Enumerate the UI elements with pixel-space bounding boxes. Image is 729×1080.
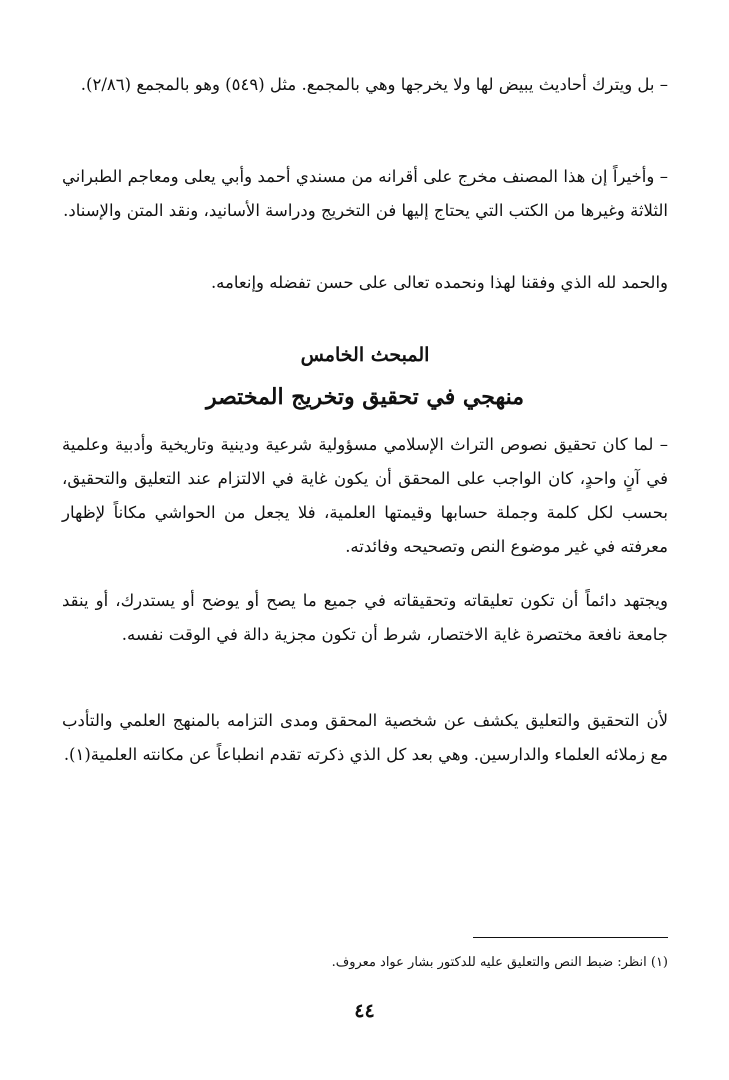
section-subtitle: المبحث الخامس [300,344,430,366]
page-number: ٤٤ [354,1000,375,1022]
section-paragraph-1: – لما كان تحقيق نصوص التراث الإسلامي مسؤولية شرعية ودينية وتاريخية وأدبية وعلمية في آنٍ واحدٍ، كان الواجب على المحقق أن يكون غاية في الالتزام عند التعليق والتحقيق، بحسب لكل كلمة وجملة حسابها وقيمتها العلمية، فلا يجعل من الحواشي مكاناً لإظهار معرفته في غير موضوع النص وتصحيحه وفائدته. [62,435,668,556]
paragraph-3: والحمد لله الذي وفقنا لهذا ونحمده تعالى على حسن تفضله وإنعامه. [210,273,668,292]
footnote: (١) انظر: ضبط النص والتعليق عليه للدكتور بشار عواد معروف. [331,955,668,970]
paragraph-1: – بل ويترك أحاديث يبيض لها ولا يخرجها وهي بالمجمع. مثل (٥٤٩) وهو بالمجمع (٢/٨٦). [80,75,668,94]
section-title: منهجي في تحقيق وتخريج المختصر [205,384,525,410]
section-paragraph-3: لأن التحقيق والتعليق يكشف عن شخصية المحقق ومدى التزامه بالمنهج العلمي والتأدب مع زملائه العلماء والدارسين. وهي بعد كل الذي ذكرته تقدم انطباعاً عن مكانته العلمية(١). [62,711,668,764]
section-paragraph-2: ويجتهد دائماً أن تكون تعليقاته وتحقيقاته في جميع ما يصح أو يوضح أو يستدرك، أو ينقد جامعة نافعة مختصرة غاية الاختصار، شرط أن تكون مجزية دالة في الوقت نفسه. [62,591,668,644]
paragraph-2: – وأخيراً إن هذا المصنف مخرج على أقرانه من مسندي أحمد وأبي يعلى ومعاجم الطبراني الثلاثة وغيرها من الكتب التي يحتاج إليها فن التخريج ودراسة الأسانيد، ونقد المتن والإسناد. [62,167,668,220]
footnote-divider [473,937,668,938]
